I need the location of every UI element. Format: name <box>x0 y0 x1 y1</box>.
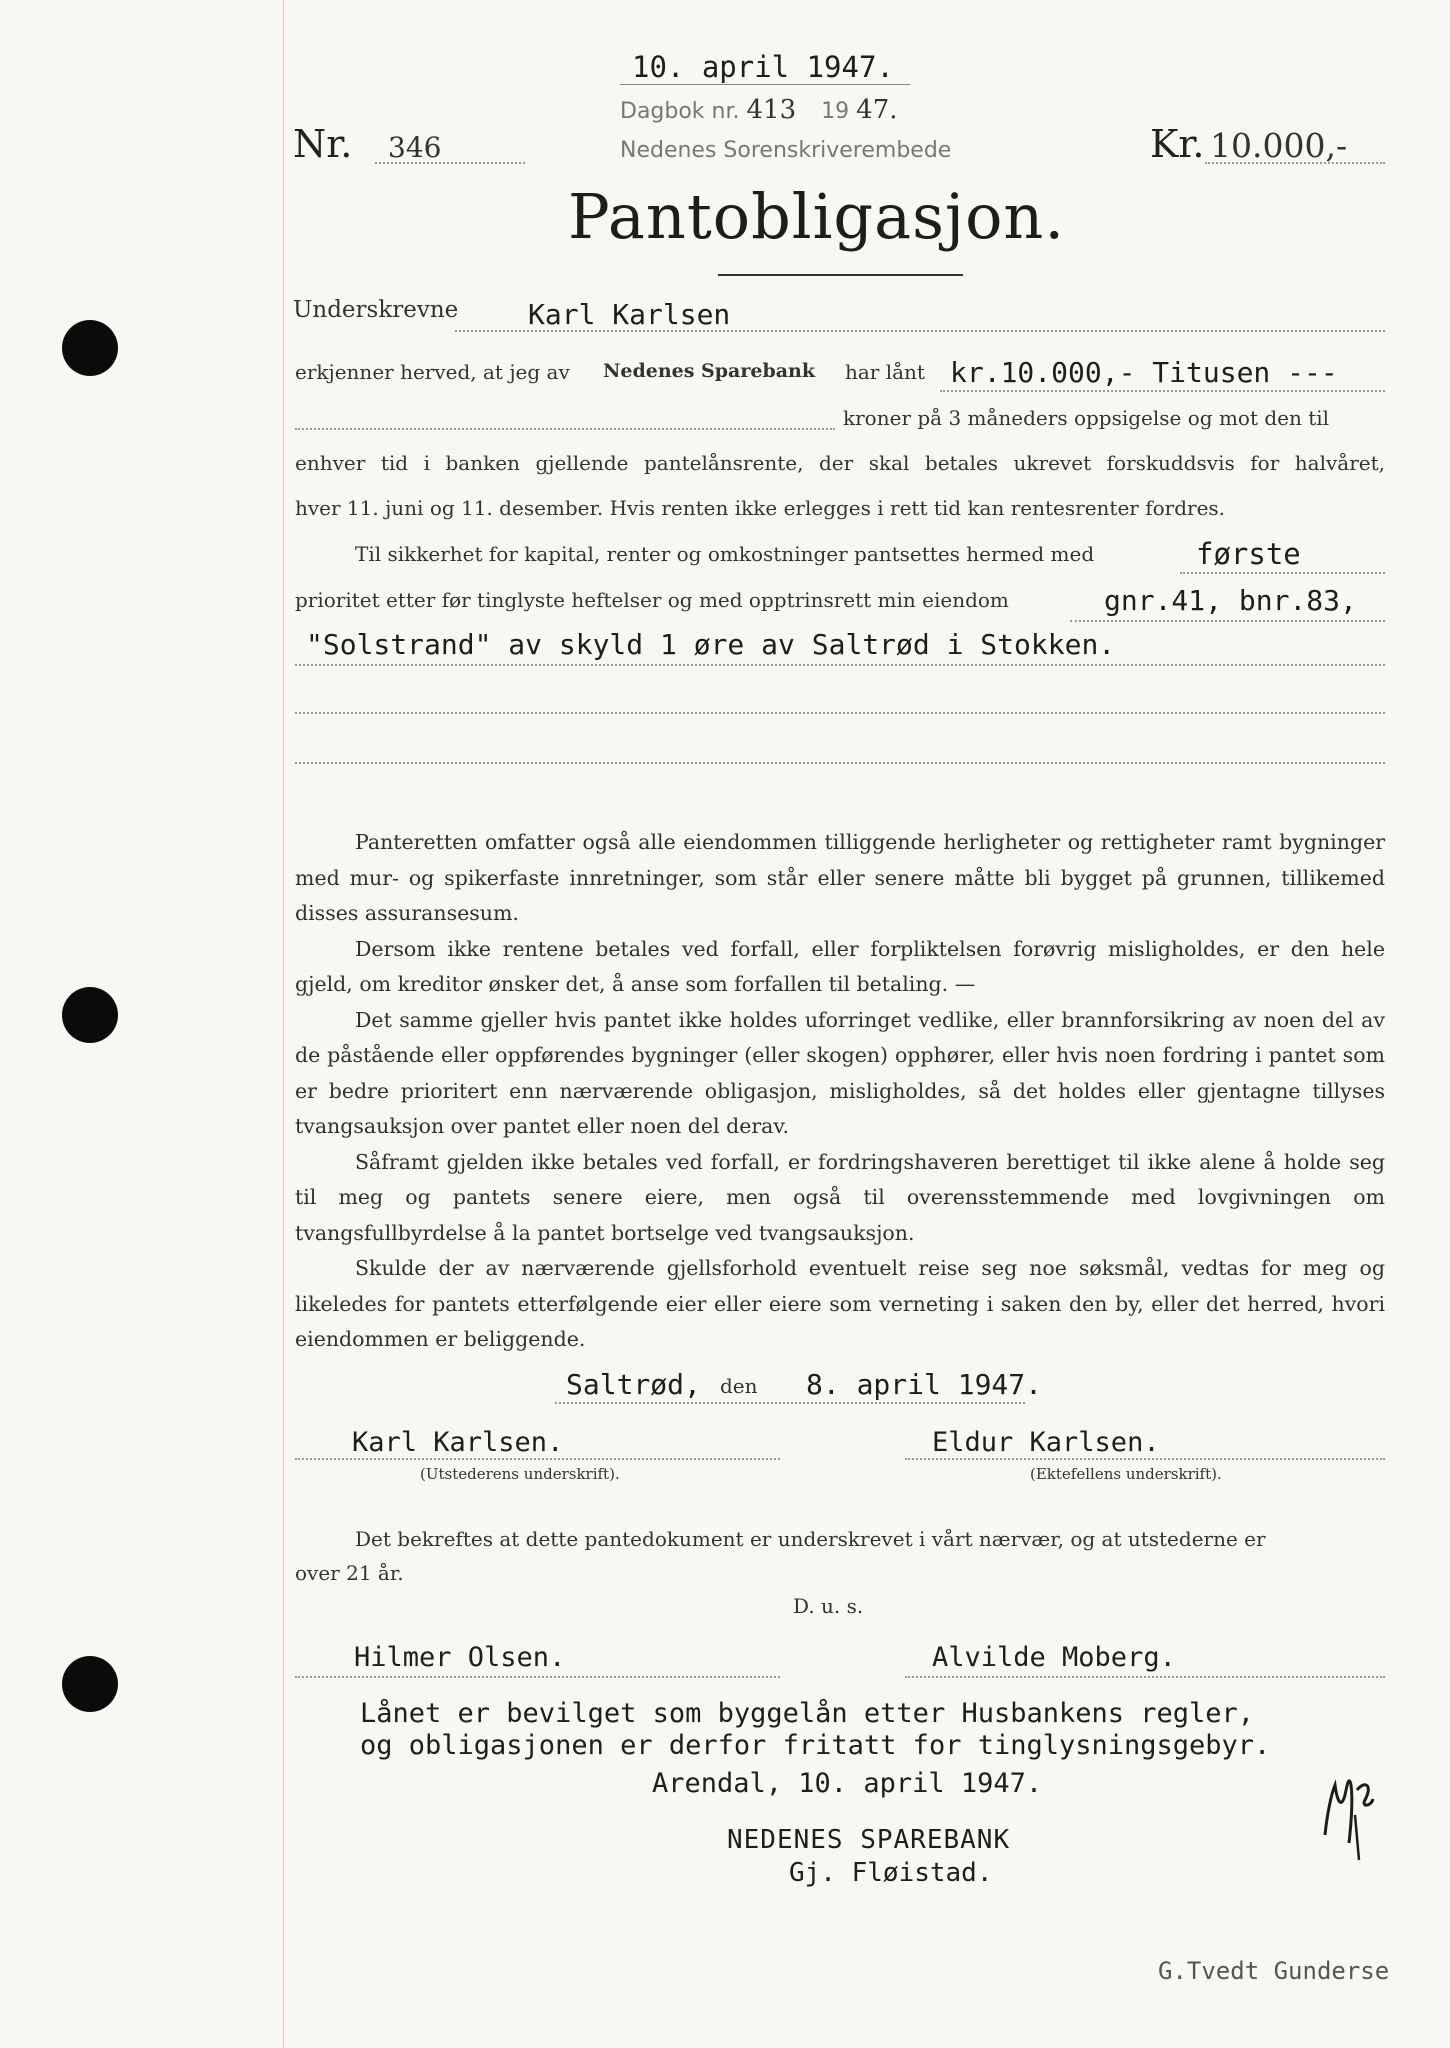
debtor-label: Underskrevne <box>293 297 459 323</box>
footer-stamp: G.Tvedt Gunderse <box>1158 1957 1390 1985</box>
loan-amount-dotted-line <box>940 390 1385 392</box>
witness-2-dotted-line <box>905 1676 1385 1678</box>
title-underline <box>718 274 963 276</box>
kr-label: Kr. <box>1150 122 1205 166</box>
property-desc-dotted-line <box>295 664 1385 666</box>
nr-value: 346 <box>388 131 442 164</box>
office-stamp: Nedenes Sorenskriverembede <box>620 138 952 163</box>
note-line-2: og obligasjonen er derfor fritatt for tinglysningsgebyr. <box>360 1730 1271 1761</box>
nr-dotted-line <box>375 162 525 164</box>
security-text: Til sikkerhet for kapital, renter og omkostninger pantsettes hermed med <box>355 542 1095 566</box>
property-text: prioritet etter før tinglyste heftelser og med opptrinsrett min eiendom <box>295 588 1009 612</box>
bank-name: Nedenes Sparebank <box>603 360 816 382</box>
signing-dotted-line <box>555 1402 1025 1404</box>
terms-paragraph-3: Det samme gjeller hvis pantet ikke holdes uforringet vedlike, eller brannforsikring av noen del av de påstående eller oppførendes bygninger (eller skogen) opphører, eller hvis noen fordring i pantet som er bedre prioritert enn nærværende obligasjon, misligholdes, så det holdes eller gjentagne tillyses tvangsauksjon over pantet eller noen del derav. <box>295 1007 1385 1138</box>
property-dotted-line <box>1070 620 1385 622</box>
loan-amount: kr.10.000,- Titusen --- <box>950 356 1338 389</box>
loan-line-prefix: erkjenner herved, at jeg av <box>295 360 570 384</box>
dagbok-number: 413 <box>746 95 797 125</box>
signing-place: Saltrød, <box>566 1368 701 1401</box>
loan-line-suffix: har lånt <box>845 360 925 384</box>
punch-hole-top <box>62 320 118 376</box>
initials-signature <box>1315 1755 1385 1865</box>
loan-amount-dotted-line-2 <box>295 428 835 430</box>
witness-2-name: Alvilde Moberg. <box>932 1642 1176 1673</box>
witness-statement-line-1: Det bekreftes at dette pantedokument er underskrevet i vårt nærvær, og at utstederne er <box>355 1527 1266 1551</box>
debtor-name: Karl Karlsen <box>528 298 731 331</box>
loan-line-3: enhver tid i banken gjellende pantelånsrente, der skal betales ukrevet forskuddsvis for halvåret, <box>295 451 1385 475</box>
issuer-caption: (Utstederens underskrift). <box>420 1465 620 1483</box>
signing-den: den <box>720 1374 758 1398</box>
terms-paragraph-1: Panteretten omfatter også alle eiendommen tilliggende herligheter og rettigheter ramt bygninger med mur- og spikerfaste innretninger, som står eller senere måtte bli bygget på grunnen, tillikemed disses assuransesum. <box>295 830 1385 925</box>
spouse-caption: (Ektefellens underskrift). <box>1030 1465 1222 1483</box>
priority-dotted-line <box>1180 572 1385 574</box>
date-underline <box>620 84 910 85</box>
terms-section <box>295 825 1385 1358</box>
punch-hole-bottom <box>62 1656 118 1712</box>
priority-value: første <box>1196 537 1301 571</box>
debtor-dotted-line <box>455 330 1385 332</box>
registration-date: 10. april 1947. <box>632 50 894 84</box>
loan-line-2: kroner på 3 måneders oppsigelse og mot den til <box>843 406 1330 430</box>
issuer-dotted-line <box>295 1458 780 1460</box>
dagbok-year-suffix: 47. <box>856 95 898 125</box>
issuer-name: Karl Karlsen. <box>352 1427 564 1458</box>
note-place-date: Arendal, 10. april 1947. <box>652 1768 1043 1799</box>
kr-dotted-line <box>1205 162 1385 164</box>
note-signatory: Gj. Fløistad. <box>789 1858 993 1888</box>
dagbok-label: Dagbok nr. <box>620 99 740 124</box>
terms-paragraph-4: Såframt gjelden ikke betales ved forfall, er fordringshaveren berettiget til ikke alene å holde seg til meg og pantets senere eiere, men også til overensstemmende med lovgivningen om tvangsfullbyrdelse å la pantet bortselge ved tvangsauksjon. <box>295 1149 1385 1245</box>
spouse-dotted-line <box>905 1458 1385 1460</box>
witness-1-name: Hilmer Olsen. <box>354 1642 566 1673</box>
nr-label: Nr. <box>293 122 353 166</box>
document-title: Pantobligasjon. <box>568 180 1066 253</box>
blank-dotted-line-1 <box>295 712 1385 714</box>
loan-line-4: hver 11. juni og 11. desember. Hvis renten ikke erlegges i rett tid kan rentesrenter fordres. <box>295 496 1226 520</box>
terms-paragraph-2: Dersom ikke rentene betales ved forfall, eller forpliktelsen forøvrig misligholdes, er den hele gjeld, om kreditor ønsker det, å anse som forfallen til betaling. — <box>295 936 1385 996</box>
punch-hole-middle <box>62 987 118 1043</box>
kr-value: 10.000,- <box>1210 126 1348 165</box>
dagbok-stamp <box>620 95 898 125</box>
terms-paragraph-5: Skulde der av nærværende gjellsforhold eventuelt reise seg noe søksmål, vedtas for meg og likeledes for pantets etterfølgende eier eller eiere som verneting i saken den by, eller det herred, hvori eiendommen er beliggende. <box>295 1256 1385 1351</box>
witness-1-dotted-line <box>295 1676 780 1678</box>
spouse-name: Eldur Karlsen. <box>932 1427 1160 1458</box>
margin-rule <box>283 0 284 2048</box>
property-description: "Solstrand" av skyld 1 øre av Saltrød i Stokken. <box>306 628 1116 661</box>
blank-dotted-line-2 <box>295 762 1385 764</box>
note-bank: NEDENES SPAREBANK <box>727 1825 1011 1855</box>
initials-signature-icon <box>1315 1755 1385 1865</box>
witness-statement-line-2: over 21 år. <box>295 1561 404 1585</box>
dus-label: D. u. s. <box>793 1594 864 1618</box>
note-line-1: Lånet er bevilget som byggelån etter Husbankens regler, <box>360 1698 1255 1729</box>
property-id: gnr.41, bnr.83, <box>1104 584 1357 617</box>
dagbok-year-prefix: 19 <box>821 99 850 124</box>
signing-date: 8. april 1947. <box>806 1368 1043 1401</box>
